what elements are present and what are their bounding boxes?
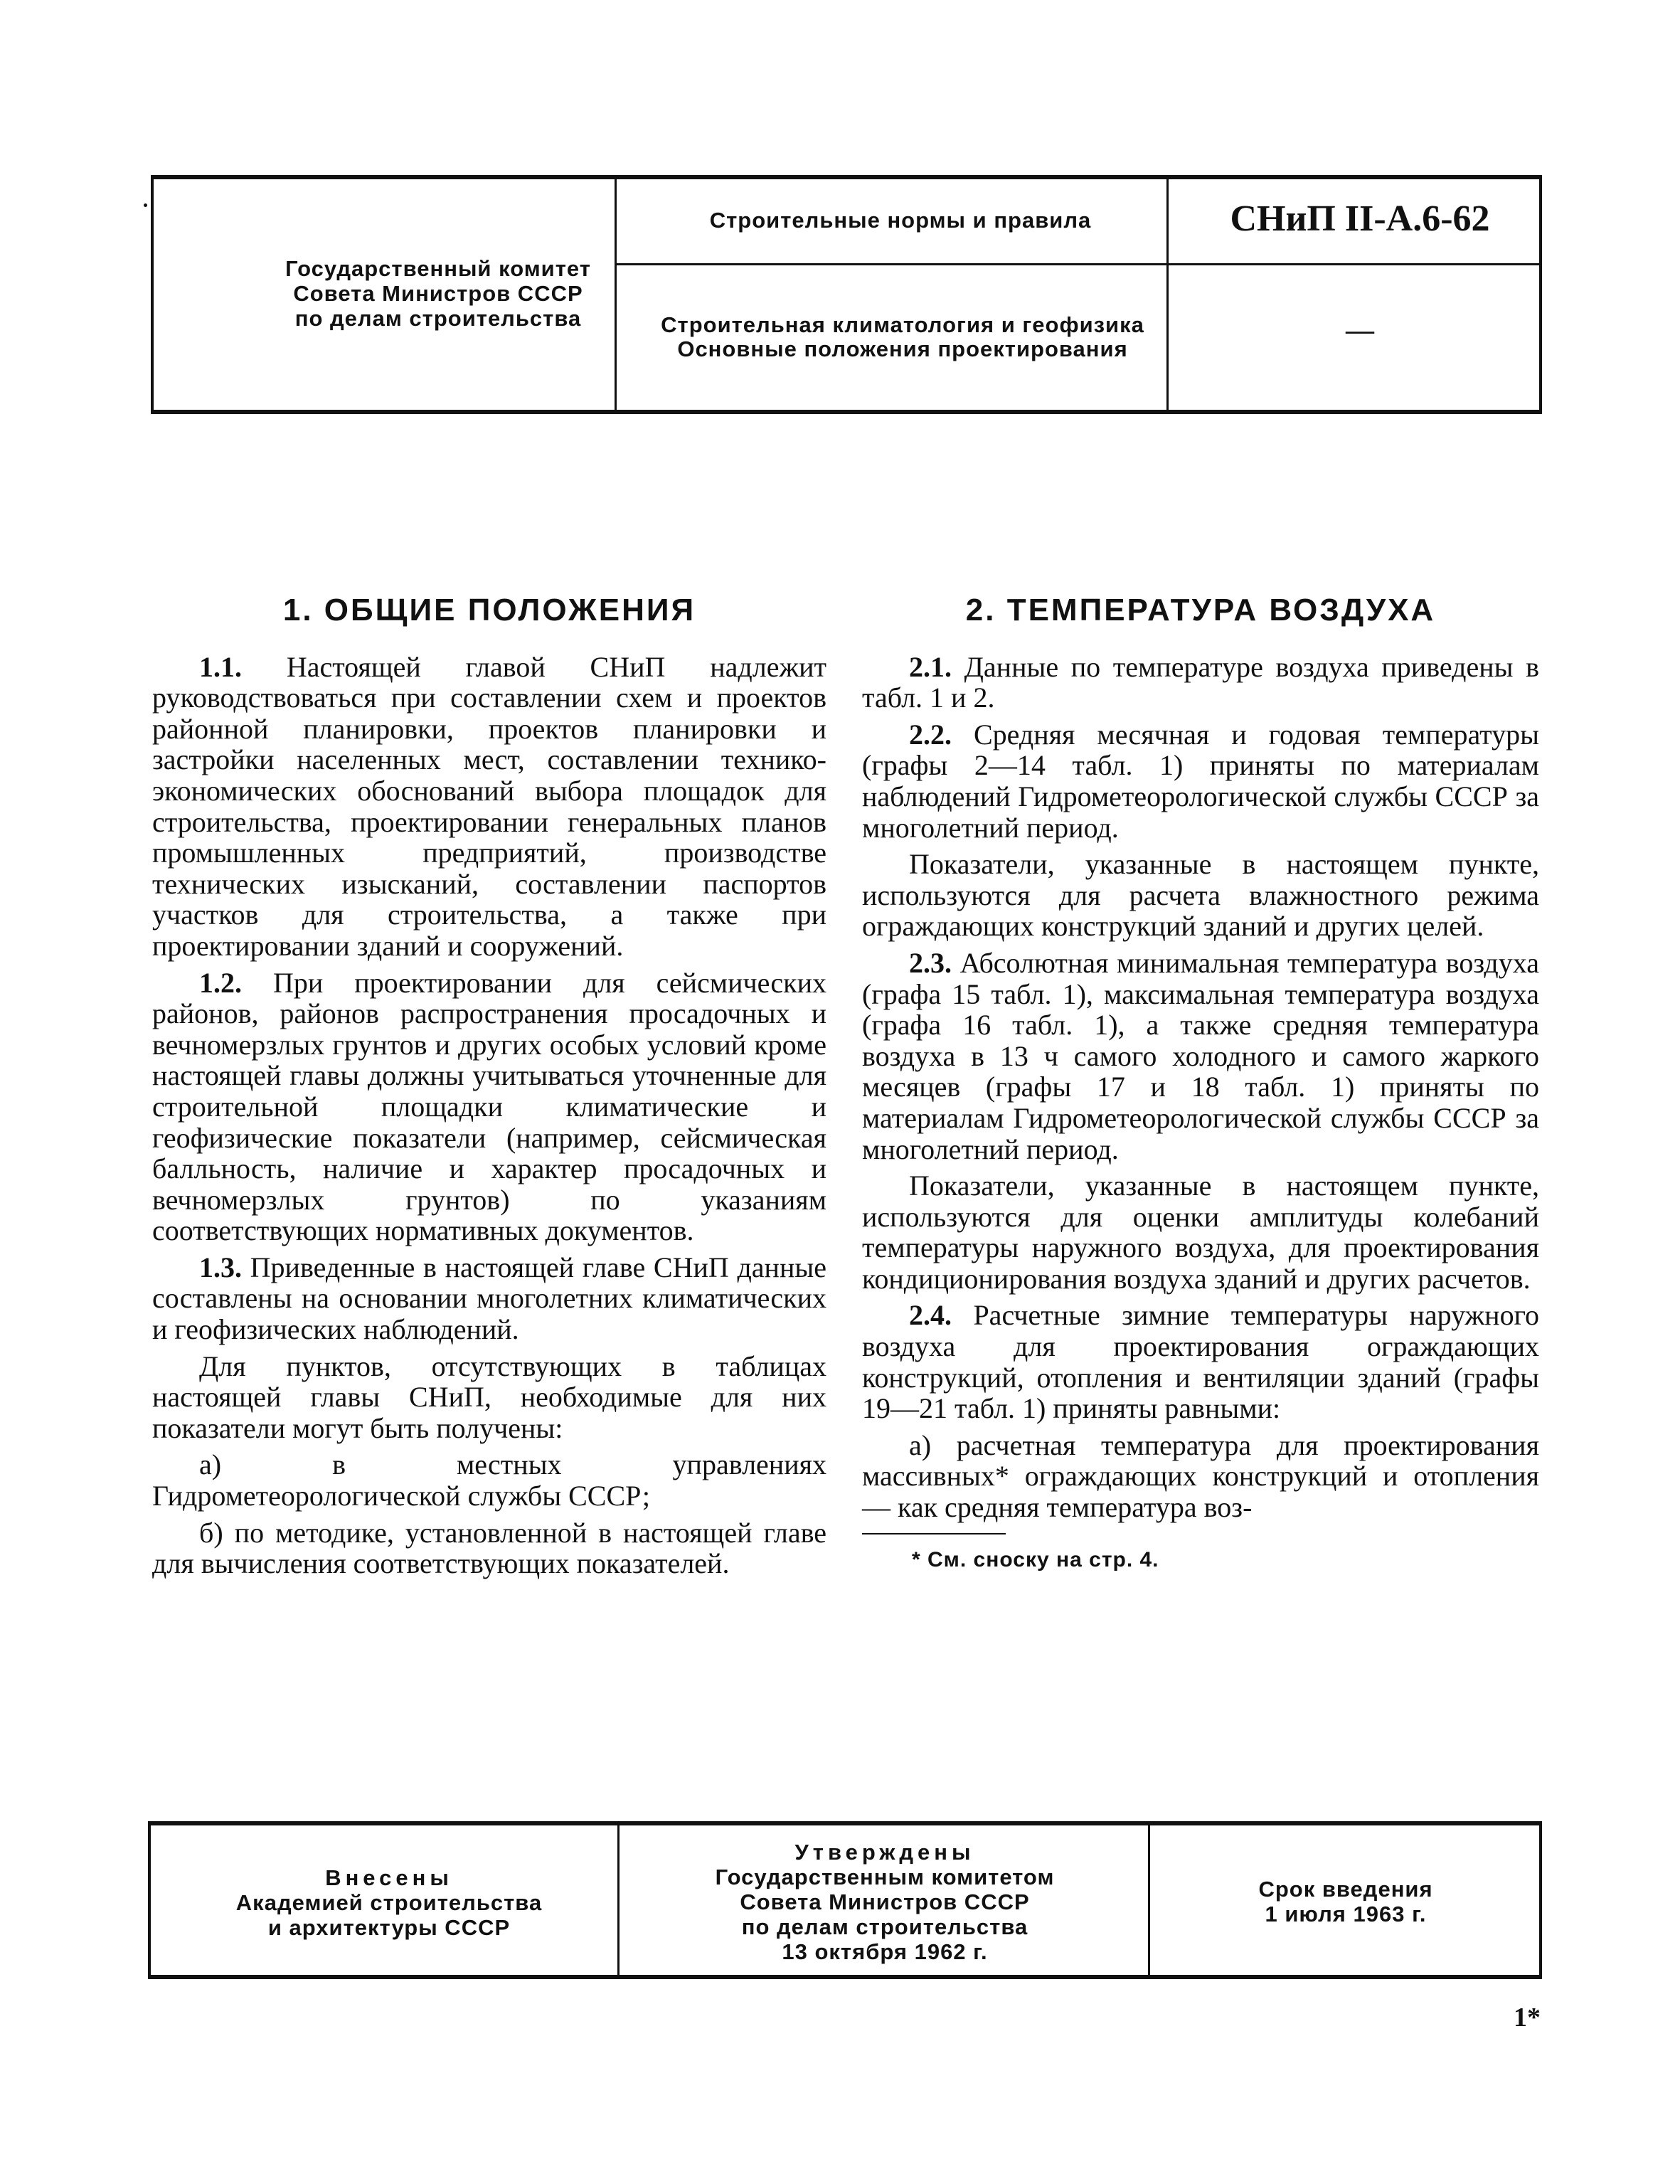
page-number: 1* (1514, 2003, 1541, 2032)
footer-divider (1148, 1825, 1150, 1975)
section-1 (152, 595, 826, 1585)
header-rule (616, 263, 1542, 265)
paragraph: 2.2. Средняя месячная и годовая температуры (графы 2—14 табл. 1) приняты по материалам наблюдений Гидрометеорологической службы СССР за многолетний период. (862, 718, 1539, 844)
placeholder-dash: — (1346, 314, 1374, 346)
paragraph: Показатели, указанные в настоящем пункте, используются для оценки амплитуды колебаний температуры наружного воздуха, для проектирования кондиционирования воздуха зданий и других расчетов. (862, 1170, 1539, 1295)
paragraph: Показатели, указанные в настоящем пункте, используются для расчета влажностного режима ограждающих конструкций зданий и других целей. (862, 848, 1539, 943)
effective-date: Срок введения 1 июля 1963 г. (1258, 1877, 1433, 1926)
approved-by: Утверждены Государственным комитетом Совета Министров СССР по делам строительства 13 октября 1962 г. (715, 1840, 1055, 1964)
paragraph: Для пунктов, отсутствующих в таблицах настоящей главы СНиП, необходимые для них показатели могут быть получены: (152, 1350, 826, 1444)
scan-dot (144, 203, 147, 207)
section-heading: 2. ТЕМПЕРАТУРА ВОЗДУХА (965, 593, 1436, 627)
paragraph: а) в местных управлениях Гидрометеорологической службы СССР; (152, 1448, 826, 1512)
issuing-organization: Государственный комитет Совета Министров СССР по делам строительства (285, 256, 591, 331)
section-heading: 1. ОБЩИЕ ПОЛОЖЕНИЯ (282, 593, 696, 627)
document-type: Строительные нормы и правила (709, 208, 1092, 233)
footer-divider (617, 1825, 620, 1975)
paragraph: 1.2. При проектировании для сейсмических районов, районов распространения просадочных и вечномерзлых грунтов и других особых условий кроме настоящей главы должны учитываться уточненные для строительной площадки климатические и геофизические показатели (например, сейсмическая балльность, наличие и характер просадочных и вечномерзлых грунтов) по указаниям соответствующих нормативных документов. (152, 966, 826, 1247)
introduced-by: Внесены Академией строительства и архитектуры СССР (235, 1865, 543, 1940)
paragraph: 1.1. Настоящей главой СНиП надлежит руководствоваться при составлении схем и проектов районной планировки, проектов планировки и застройки населенных мест, составлении технико-экономических обоснований выбора площадок для строительства, проектировании генеральных планов промышленных предприятий, производстве технических изысканий, составлении паспортов участков для строительства, а также при проектировании зданий и сооружений. (152, 650, 826, 962)
header-block (151, 175, 1542, 414)
paragraph: 2.1. Данные по температуре воздуха приведены в табл. 1 и 2. (862, 650, 1539, 714)
paragraph: а) расчетная температура для проектирования массивных* ограждающих конструкций и отопления — как средняя температура воз- (862, 1428, 1539, 1524)
document-code: СНиП II-А.6-62 (1230, 198, 1490, 239)
footnote-rule (862, 1533, 1006, 1534)
paragraph: б) по методике, установленной в настоящей главе для вычисления соответствующих показателей. (152, 1516, 826, 1580)
paragraph: 2.4. Расчетные зимние температуры наружного воздуха для проектирования ограждающих конструкций, отопления и вентиляции зданий (графы 19—21 табл. 1) приняты равными: (862, 1299, 1539, 1425)
section-2 (862, 595, 1539, 1575)
footnote: * См. сноску на стр. 4. (912, 1547, 1159, 1571)
paragraph: 2.3. Абсолютная минимальная температура воздуха (графа 15 табл. 1), максимальная температура воздуха (графа 16 табл. 1), а также средняя температура воздуха в 13 ч самого холодного и самого жаркого месяцев (графы 17 и 18 табл. 1) приняты по материалам Гидрометеорологической службы СССР за многолетний период. (862, 946, 1539, 1165)
footer-block (148, 1821, 1542, 1979)
document-title: Строительная климатология и геофизика Основные положения проектирования (661, 312, 1144, 361)
paragraph: 1.3. Приведенные в настоящей главе СНиП данные составлены на основании многолетних климатических и геофизических наблюдений. (152, 1251, 826, 1346)
